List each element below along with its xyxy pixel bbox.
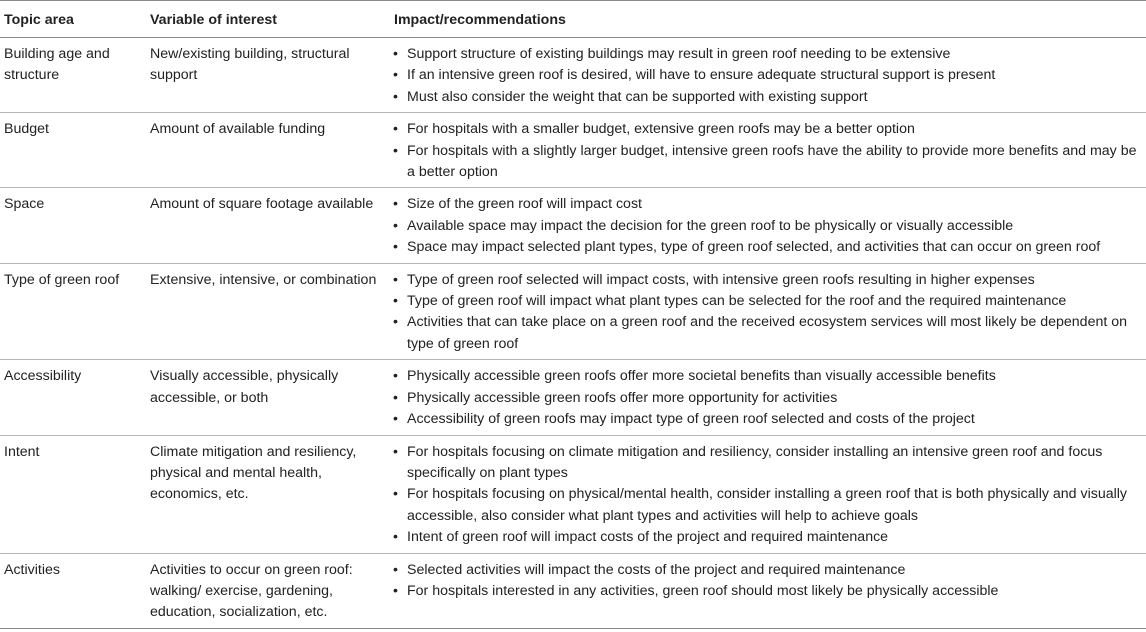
impact-recommendations-cell: [390, 360, 1146, 435]
impact-list: [390, 366, 1142, 430]
impact-list-item: • Space may impact selected plant types, type of green roof selected, and activities that can occur on green roof: [390, 237, 1142, 258]
impact-recommendations-cell: [390, 553, 1146, 628]
impact-list-item: • Type of green roof will impact what plant types can be selected for the roof and the required maintenance: [390, 291, 1142, 312]
impact-list-item: • Support structure of existing buildings may result in green roof needing to be extensive: [390, 44, 1142, 65]
impact-list: [390, 119, 1142, 183]
impact-list-item: • Selected activities will impact the costs of the project and required maintenance: [390, 560, 1142, 581]
variable-of-interest-cell: Extensive, intensive, or combination: [147, 263, 390, 360]
header-variable-of-interest: Variable of interest: [147, 1, 390, 38]
impact-recommendations-cell: [390, 113, 1146, 188]
impact-list-item: • Activities that can take place on a green roof and the received ecosystem services will most likely be dependent on type of green roof: [390, 312, 1142, 355]
table-header: [0, 1, 1146, 38]
variable-of-interest-cell: Visually accessible, physically accessible, or both: [147, 360, 390, 435]
impact-list-item: • For hospitals with a smaller budget, extensive green roofs may be a better option: [390, 119, 1142, 140]
header-row: [0, 1, 1146, 38]
impact-list-item: • Must also consider the weight that can be supported with existing support: [390, 87, 1142, 108]
topic-area-cell: Budget: [0, 113, 147, 188]
impact-recommendations-cell: [390, 435, 1146, 553]
header-impact-recommendations: Impact/recommendations: [390, 1, 1146, 38]
variable-of-interest-cell: Climate mitigation and resiliency, physical and mental health, economics, etc.: [147, 435, 390, 553]
table-row: [0, 113, 1146, 188]
impact-list-item: • For hospitals interested in any activities, green roof should most likely be physically accessible: [390, 581, 1142, 602]
header-topic-area: Topic area: [0, 1, 147, 38]
topic-area-cell: Space: [0, 188, 147, 263]
table-row: [0, 263, 1146, 360]
impact-list-item: • Size of the green roof will impact cost: [390, 194, 1142, 215]
impact-recommendations-cell: [390, 263, 1146, 360]
topic-area-cell: Type of green roof: [0, 263, 147, 360]
variable-of-interest-cell: Amount of available funding: [147, 113, 390, 188]
variable-of-interest-cell: New/existing building, structural support: [147, 38, 390, 113]
topic-area-cell: Building age and structure: [0, 38, 147, 113]
table-row: [0, 188, 1146, 263]
impact-recommendations-cell: [390, 188, 1146, 263]
variable-of-interest-cell: Amount of square footage available: [147, 188, 390, 263]
impact-list-item: • If an intensive green roof is desired, will have to ensure adequate structural support is present: [390, 65, 1142, 86]
table-row: [0, 435, 1146, 553]
impact-list: [390, 270, 1142, 356]
impact-list-item: • For hospitals focusing on climate mitigation and resiliency, consider installing an intensive green roof and focus specifically on plant types: [390, 442, 1142, 485]
impact-list-item: • Intent of green roof will impact costs of the project and required maintenance: [390, 527, 1142, 548]
topic-area-cell: Activities: [0, 553, 147, 628]
impact-list-item: • Available space may impact the decision for the green roof to be physically or visually accessible: [390, 216, 1142, 237]
table-row: [0, 360, 1146, 435]
topic-area-cell: Intent: [0, 435, 147, 553]
impact-list-item: • Physically accessible green roofs offer more opportunity for activities: [390, 388, 1142, 409]
impact-list: [390, 194, 1142, 258]
impact-recommendations-cell: [390, 38, 1146, 113]
impact-list: [390, 442, 1142, 549]
topic-area-cell: Accessibility: [0, 360, 147, 435]
impact-list-item: • For hospitals with a slightly larger budget, intensive green roofs have the ability to provide more benefits and may be a better option: [390, 141, 1142, 184]
impact-list-item: • Accessibility of green roofs may impact type of green roof selected and costs of the project: [390, 409, 1142, 430]
impact-list-item: • Physically accessible green roofs offer more societal benefits than visually accessible benefits: [390, 366, 1142, 387]
table-row: [0, 553, 1146, 628]
impact-list: [390, 560, 1142, 603]
impact-list-item: • Type of green roof selected will impact costs, with intensive green roofs resulting in higher expenses: [390, 270, 1142, 291]
impact-list-item: • For hospitals focusing on physical/mental health, consider installing a green roof that is both physically and visually accessible, also consider what plant types and activities will help to achieve goals: [390, 484, 1142, 527]
table-row: [0, 38, 1146, 113]
table-body: [0, 38, 1146, 629]
variable-of-interest-cell: Activities to occur on green roof: walking/ exercise, gardening, education, socialization, etc.: [147, 553, 390, 628]
impact-list: [390, 44, 1142, 108]
